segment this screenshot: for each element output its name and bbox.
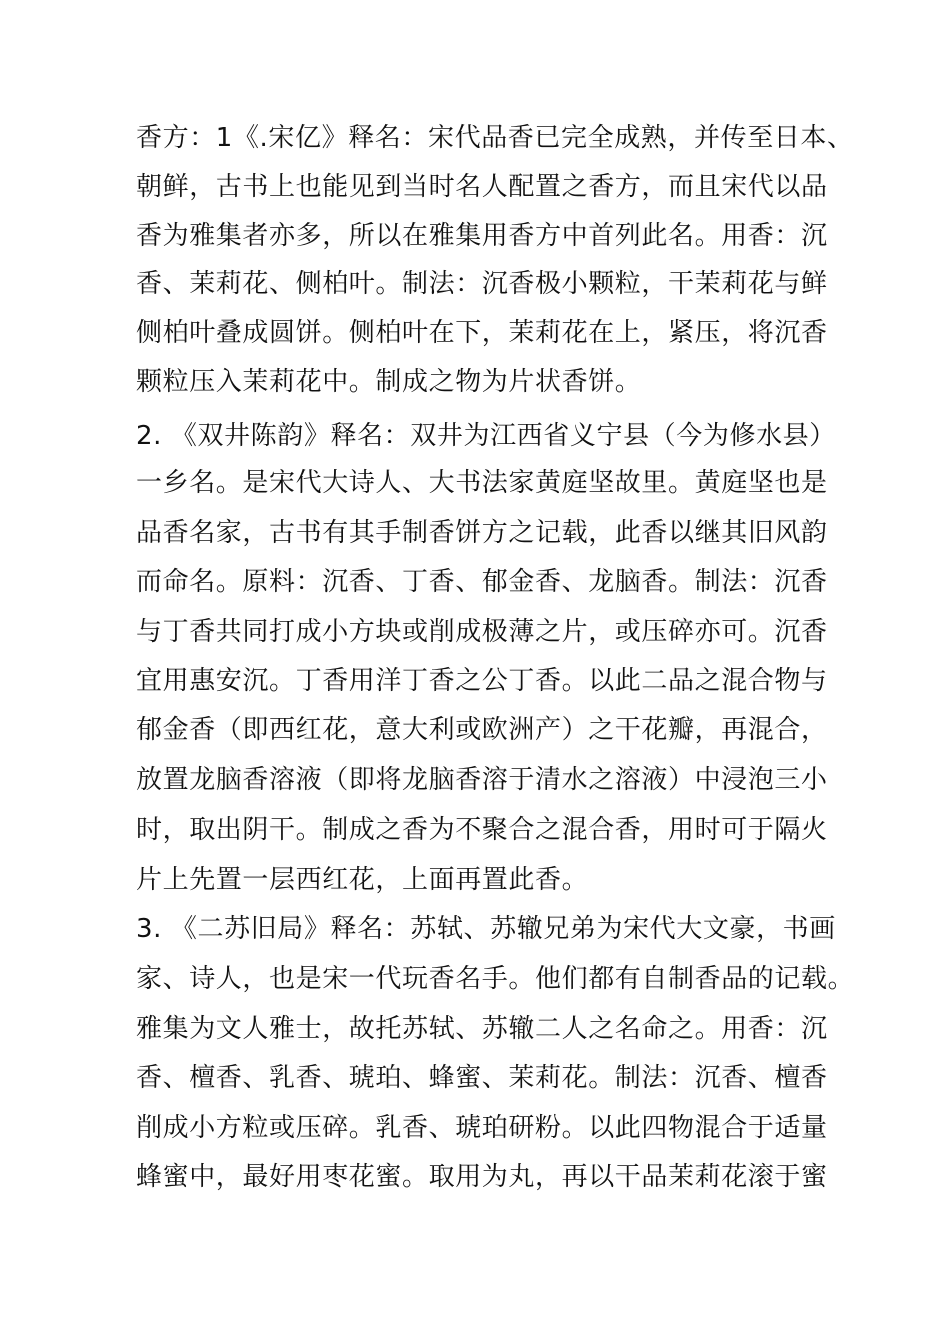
text-line: 削成小方粒或压碎。乳香、琥珀研粉。以此四物混合于适量 (136, 1113, 828, 1143)
text-line: 品香名家，古书有其手制香饼方之记载，此香以继其旧风韵 (136, 518, 828, 548)
text-line: 而命名。原料：沉香、丁香、郁金香、龙脑香。制法：沉香 (136, 567, 828, 597)
text-line: 时，取出阴干。制成之香为不聚合之混合香，用时可于隔火 (136, 815, 828, 845)
text-line: 朝鲜，古书上也能见到当时名人配置之香方，而且宋代以品 (136, 172, 828, 202)
text-line: 与丁香共同打成小方块或削成极薄之片，或压碎亦可。沉香 (136, 617, 828, 647)
text-line: 放置龙脑香溶液（即将龙脑香溶于清水之溶液）中浸泡三小 (136, 765, 828, 795)
text-line: 2. 《双井陈韵》释名：双井为江西省义宁县（今为修水县） (136, 421, 836, 451)
text-line: 家、诗人，也是宋一代玩香名手。他们都有自制香品的记载。 (136, 964, 855, 994)
text-line: 一乡名。是宋代大诗人、大书法家黄庭坚故里。黄庭坚也是 (136, 468, 828, 498)
text-line: 颗粒压入茉莉花中。制成之物为片状香饼。 (136, 367, 642, 397)
text-line: 蜂蜜中，最好用枣花蜜。取用为丸，再以干品茉莉花滚于蜜 (136, 1162, 828, 1192)
text-line: 宜用惠安沉。丁香用洋丁香之公丁香。以此二品之混合物与 (136, 666, 828, 696)
text-line: 郁金香（即西红花，意大利或欧洲产）之干花瓣，再混合， (136, 715, 828, 745)
text-line: 香、茉莉花、侧柏叶。制法：沉香极小颗粒，干茉莉花与鲜 (136, 269, 828, 299)
text-line: 侧柏叶叠成圆饼。侧柏叶在下，茉莉花在上，紧压，将沉香 (136, 318, 828, 348)
text-line: 3. 《二苏旧局》释名：苏轼、苏辙兄弟为宋代大文豪，书画 (136, 914, 836, 944)
text-line: 香方：1《.宋亿》释名：宋代品香已完全成熟，并传至日本、 (136, 123, 854, 153)
text-line: 雅集为文人雅士，故托苏轼、苏辙二人之名命之。用香：沉 (136, 1014, 828, 1044)
text-line: 香、檀香、乳香、琥珀、蜂蜜、茉莉花。制法：沉香、檀香 (136, 1063, 828, 1093)
text-line: 片上先置一层西红花，上面再置此香。 (136, 865, 589, 895)
text-line: 香为雅集者亦多，所以在雅集用香方中首列此名。用香：沉 (136, 221, 828, 251)
